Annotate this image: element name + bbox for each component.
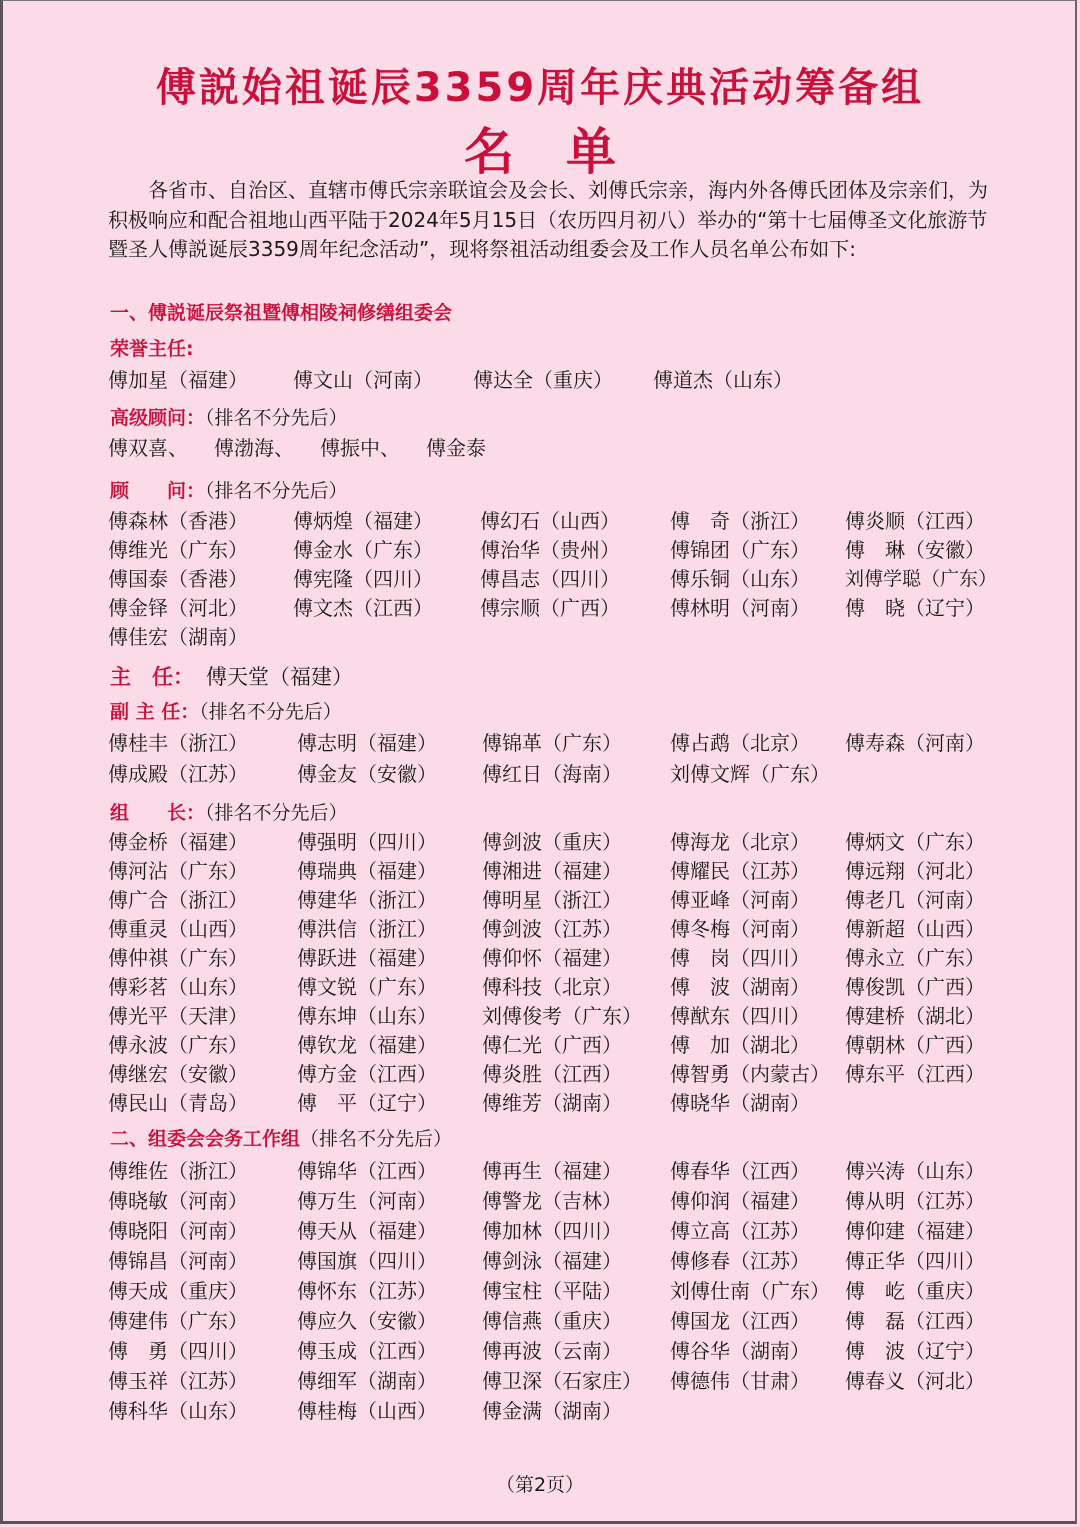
member: 傅建华（浙江）	[297, 888, 437, 912]
member: 傅文杰（江西）	[293, 596, 433, 620]
member: 傅锦昌（河南）	[108, 1249, 248, 1273]
member: 傅洪信（浙江）	[297, 917, 437, 941]
member: 傅宗顺（广西）	[480, 596, 620, 620]
member: 傅仲祺（广东）	[108, 946, 248, 970]
member: 傅金泰	[426, 436, 486, 460]
member: 傅天成（重庆）	[108, 1279, 248, 1303]
list-row	[108, 1217, 998, 1245]
member: 傅成殿（江苏）	[108, 762, 248, 786]
member: 傅玉祥（江苏）	[108, 1369, 248, 1393]
order-note: （排名不分先后）	[300, 1128, 453, 1150]
member: 傅耀民（江苏）	[670, 859, 810, 883]
list-row	[108, 1397, 998, 1425]
list-row	[108, 507, 998, 535]
member: 傅幻石（山西）	[480, 509, 620, 533]
list-row	[108, 828, 998, 856]
member: 傅正华（四川）	[845, 1249, 985, 1273]
member: 傅国旗（四川）	[297, 1249, 437, 1273]
member: 傅 加（湖北）	[670, 1033, 810, 1057]
member: 傅彩茗（山东）	[108, 975, 248, 999]
member: 刘傅学聪（广东）	[845, 568, 998, 590]
director-name: 傅天堂（福建）	[206, 665, 353, 689]
member: 傅剑波（重庆）	[482, 830, 622, 854]
list-row	[108, 594, 998, 622]
member: 傅昌志（四川）	[480, 567, 620, 591]
member: 傅宝柱（平陆）	[482, 1279, 622, 1303]
page-subtitle: 名单	[464, 123, 668, 181]
list-row	[108, 1089, 998, 1117]
member: 傅春华（江西）	[670, 1159, 810, 1183]
member: 傅远翔（河北）	[845, 859, 985, 883]
advisors-label: 顾 问：	[110, 480, 206, 502]
member: 傅强明（四川）	[297, 830, 437, 854]
member: 傅晓阳（河南）	[108, 1219, 248, 1243]
honorary-chair-row	[108, 366, 998, 394]
member: 傅文锐（广东）	[297, 975, 437, 999]
member: 傅立高（江苏）	[670, 1219, 810, 1243]
member: 傅锦华（江西）	[297, 1159, 437, 1183]
section2-heading-line	[110, 1124, 452, 1151]
member: 刘傅文辉（广东）	[670, 762, 830, 786]
member: 傅应久（安徽）	[297, 1309, 437, 1333]
member: 傅仰建（福建）	[845, 1219, 985, 1243]
member: 傅金友（安徽）	[297, 762, 437, 786]
senior-advisors-row	[108, 434, 998, 462]
member: 傅振中、	[320, 436, 400, 460]
member: 傅锦革（广东）	[482, 731, 622, 755]
director-line	[110, 661, 353, 691]
member: 傅仰润（福建）	[670, 1189, 810, 1213]
member: 傅国泰（香港）	[108, 567, 248, 591]
member: 傅加林（四川）	[482, 1219, 622, 1243]
list-row	[108, 973, 998, 1001]
member: 傅金铎（河北）	[108, 596, 248, 620]
member: 傅文山（河南）	[293, 368, 433, 392]
member: 傅兴涛（山东）	[845, 1159, 985, 1183]
member: 傅剑泳（福建）	[482, 1249, 622, 1273]
member: 傅晓敏（河南）	[108, 1189, 248, 1213]
member: 傅炎顺（江西）	[845, 509, 985, 533]
member: 傅仰怀（福建）	[482, 946, 622, 970]
member: 傅剑波（江苏）	[482, 917, 622, 941]
member: 傅林明（河南）	[670, 596, 810, 620]
list-row	[108, 1187, 998, 1215]
member: 傅永波（广东）	[108, 1033, 248, 1057]
member: 傅玉成（江西）	[297, 1339, 437, 1363]
member: 傅再生（福建）	[482, 1159, 622, 1183]
team-leaders-label: 组 长：	[110, 802, 206, 824]
member: 傅亚峰（河南）	[670, 888, 810, 912]
member: 傅维光（广东）	[108, 538, 248, 562]
member: 傅 岗（四川）	[670, 946, 810, 970]
member: 傅炎胜（江西）	[482, 1062, 622, 1086]
member: 傅 琳（安徽）	[845, 538, 985, 562]
list-row	[108, 1247, 998, 1275]
member: 傅细军（湖南）	[297, 1369, 437, 1393]
member: 傅智勇（内蒙古）	[670, 1062, 830, 1086]
member: 傅民山（青岛）	[108, 1091, 248, 1115]
member: 傅森林（香港）	[108, 509, 248, 533]
member: 傅仁光（广西）	[482, 1033, 622, 1057]
member: 傅金满（湖南）	[482, 1399, 622, 1423]
team-leaders-heading	[110, 798, 348, 825]
list-row	[108, 1337, 998, 1365]
intro-paragraph	[108, 176, 988, 265]
member: 傅加星（福建）	[108, 368, 248, 392]
order-note: （排名不分先后）	[199, 701, 342, 723]
list-row	[108, 1157, 998, 1185]
member: 傅 晓（辽宁）	[845, 596, 985, 620]
member: 傅卫深（石家庄）	[482, 1369, 642, 1393]
member: 傅瑞典（福建）	[297, 859, 437, 883]
director-label: 主 任：	[110, 665, 194, 689]
member: 傅建桥（湖北）	[845, 1004, 985, 1028]
member: 傅炳文（广东）	[845, 830, 985, 854]
member: 傅 平（辽宁）	[297, 1091, 437, 1115]
list-row	[108, 857, 998, 885]
order-note: （排名不分先后）	[205, 407, 348, 429]
member: 傅东平（江西）	[845, 1062, 985, 1086]
member: 傅达全（重庆）	[473, 368, 613, 392]
list-row	[108, 1060, 998, 1088]
list-row	[108, 886, 998, 914]
member: 傅再波（云南）	[482, 1339, 622, 1363]
member: 傅佳宏（湖南）	[108, 625, 248, 649]
list-row	[108, 1277, 998, 1305]
list-row	[108, 760, 998, 788]
member: 傅渤海、	[214, 436, 294, 460]
member: 傅乐铜（山东）	[670, 567, 810, 591]
member: 傅钦龙（福建）	[297, 1033, 437, 1057]
member: 傅德伟（甘肃）	[670, 1369, 810, 1393]
member: 傅维佐（浙江）	[108, 1159, 248, 1183]
member: 傅继宏（安徽）	[108, 1062, 248, 1086]
page-title: 傅説始祖诞辰3359周年庆典活动筹备组	[155, 65, 925, 111]
list-row	[108, 623, 998, 651]
member: 傅 磊（江西）	[845, 1309, 985, 1333]
member: 傅双喜、	[108, 436, 188, 460]
member: 傅光平（天津）	[108, 1004, 248, 1028]
member: 傅 屹（重庆）	[845, 1279, 985, 1303]
member: 傅跃进（福建）	[297, 946, 437, 970]
member: 傅建伟（广东）	[108, 1309, 248, 1333]
list-row	[108, 1307, 998, 1335]
list-row	[108, 1031, 998, 1059]
list-row	[108, 915, 998, 943]
member: 傅新超（山西）	[845, 917, 985, 941]
member: 傅老几（河南）	[845, 888, 985, 912]
list-row	[108, 944, 998, 972]
intro-text: 各省市、自治区、直辖市傅氏宗亲联谊会及会长、刘傅氏宗亲，海内外各傅氏团体及宗亲们，为积极响应和配合祖地山西平陆于2024年5月15日（农历四月初八）举办的“第十七届傅圣文化旅游节暨圣人傅説诞辰3359周年纪念活动”，现将祭祖活动组委会及工作人员名单公布如下:	[108, 178, 988, 261]
deputy-directors-label: 副 主 任：	[110, 701, 200, 723]
section2-heading: 二、组委会会务工作组	[110, 1128, 301, 1150]
member: 傅谷华（湖南）	[670, 1339, 810, 1363]
list-row	[108, 1367, 998, 1395]
member: 傅科技（北京）	[482, 975, 622, 999]
member: 傅俊凯（广西）	[845, 975, 985, 999]
member: 傅道杰（山东）	[653, 368, 793, 392]
page-number: （第2页）	[495, 1474, 585, 1496]
member: 傅 奇（浙江）	[670, 509, 810, 533]
member: 傅 波（辽宁）	[845, 1339, 985, 1363]
order-note: （排名不分先后）	[205, 480, 348, 502]
honorary-chair-label: 荣誉主任:	[110, 338, 194, 360]
member: 傅河沾（广东）	[108, 859, 248, 883]
list-row	[108, 1002, 998, 1030]
member: 傅春义（河北）	[845, 1369, 985, 1393]
member: 傅天从（福建）	[297, 1219, 437, 1243]
member: 刘傅仕南（广东）	[670, 1279, 830, 1303]
member: 傅锦团（广东）	[670, 538, 810, 562]
member: 傅怀东（江苏）	[297, 1279, 437, 1303]
deputy-directors-heading	[110, 697, 342, 724]
member: 傅晓华（湖南）	[670, 1091, 810, 1115]
member: 傅国龙（江西）	[670, 1309, 810, 1333]
member: 傅东坤（山东）	[297, 1004, 437, 1028]
member: 傅海龙（北京）	[670, 830, 810, 854]
member: 傅 勇（四川）	[108, 1339, 248, 1363]
list-row	[108, 565, 998, 593]
member: 傅炳煌（福建）	[293, 509, 433, 533]
member: 傅红日（海南）	[482, 762, 622, 786]
member: 傅科华（山东）	[108, 1399, 248, 1423]
member: 傅金桥（福建）	[108, 830, 248, 854]
member: 傅冬梅（河南）	[670, 917, 810, 941]
member: 傅维芳（湖南）	[482, 1091, 622, 1115]
order-note: （排名不分先后）	[205, 802, 348, 824]
member: 傅广合（浙江）	[108, 888, 248, 912]
list-row	[108, 536, 998, 564]
list-row	[108, 729, 998, 757]
member: 傅宪隆（四川）	[293, 567, 433, 591]
member: 傅寿森（河南）	[845, 731, 985, 755]
senior-advisors-heading	[110, 403, 348, 430]
member: 傅金水（广东）	[293, 538, 433, 562]
member: 傅明星（浙江）	[482, 888, 622, 912]
member: 傅方金（江西）	[297, 1062, 437, 1086]
member: 傅志明（福建）	[297, 731, 437, 755]
member: 傅修春（江苏）	[670, 1249, 810, 1273]
member: 傅万生（河南）	[297, 1189, 437, 1213]
member: 傅占鹉（北京）	[670, 731, 810, 755]
advisors-heading	[110, 476, 348, 503]
member: 傅永立（广东）	[845, 946, 985, 970]
section1-heading: 一、傅説诞辰祭祖暨傅相陵祠修缮组委会	[110, 302, 453, 324]
member: 傅警龙（吉林）	[482, 1189, 622, 1213]
member: 傅猷东（四川）	[670, 1004, 810, 1028]
member: 傅从明（江苏）	[845, 1189, 985, 1213]
senior-advisors-label: 高级顾问：	[110, 407, 206, 429]
member: 傅治华（贵州）	[480, 538, 620, 562]
member: 傅湘进（福建）	[482, 859, 622, 883]
member: 傅朝林（广西）	[845, 1033, 985, 1057]
member: 傅重灵（山西）	[108, 917, 248, 941]
member: 傅桂丰（浙江）	[108, 731, 248, 755]
member: 傅桂梅（山西）	[297, 1399, 437, 1423]
member: 刘傅俊考（广东）	[482, 1004, 642, 1028]
member: 傅信燕（重庆）	[482, 1309, 622, 1333]
member: 傅 波（湖南）	[670, 975, 810, 999]
